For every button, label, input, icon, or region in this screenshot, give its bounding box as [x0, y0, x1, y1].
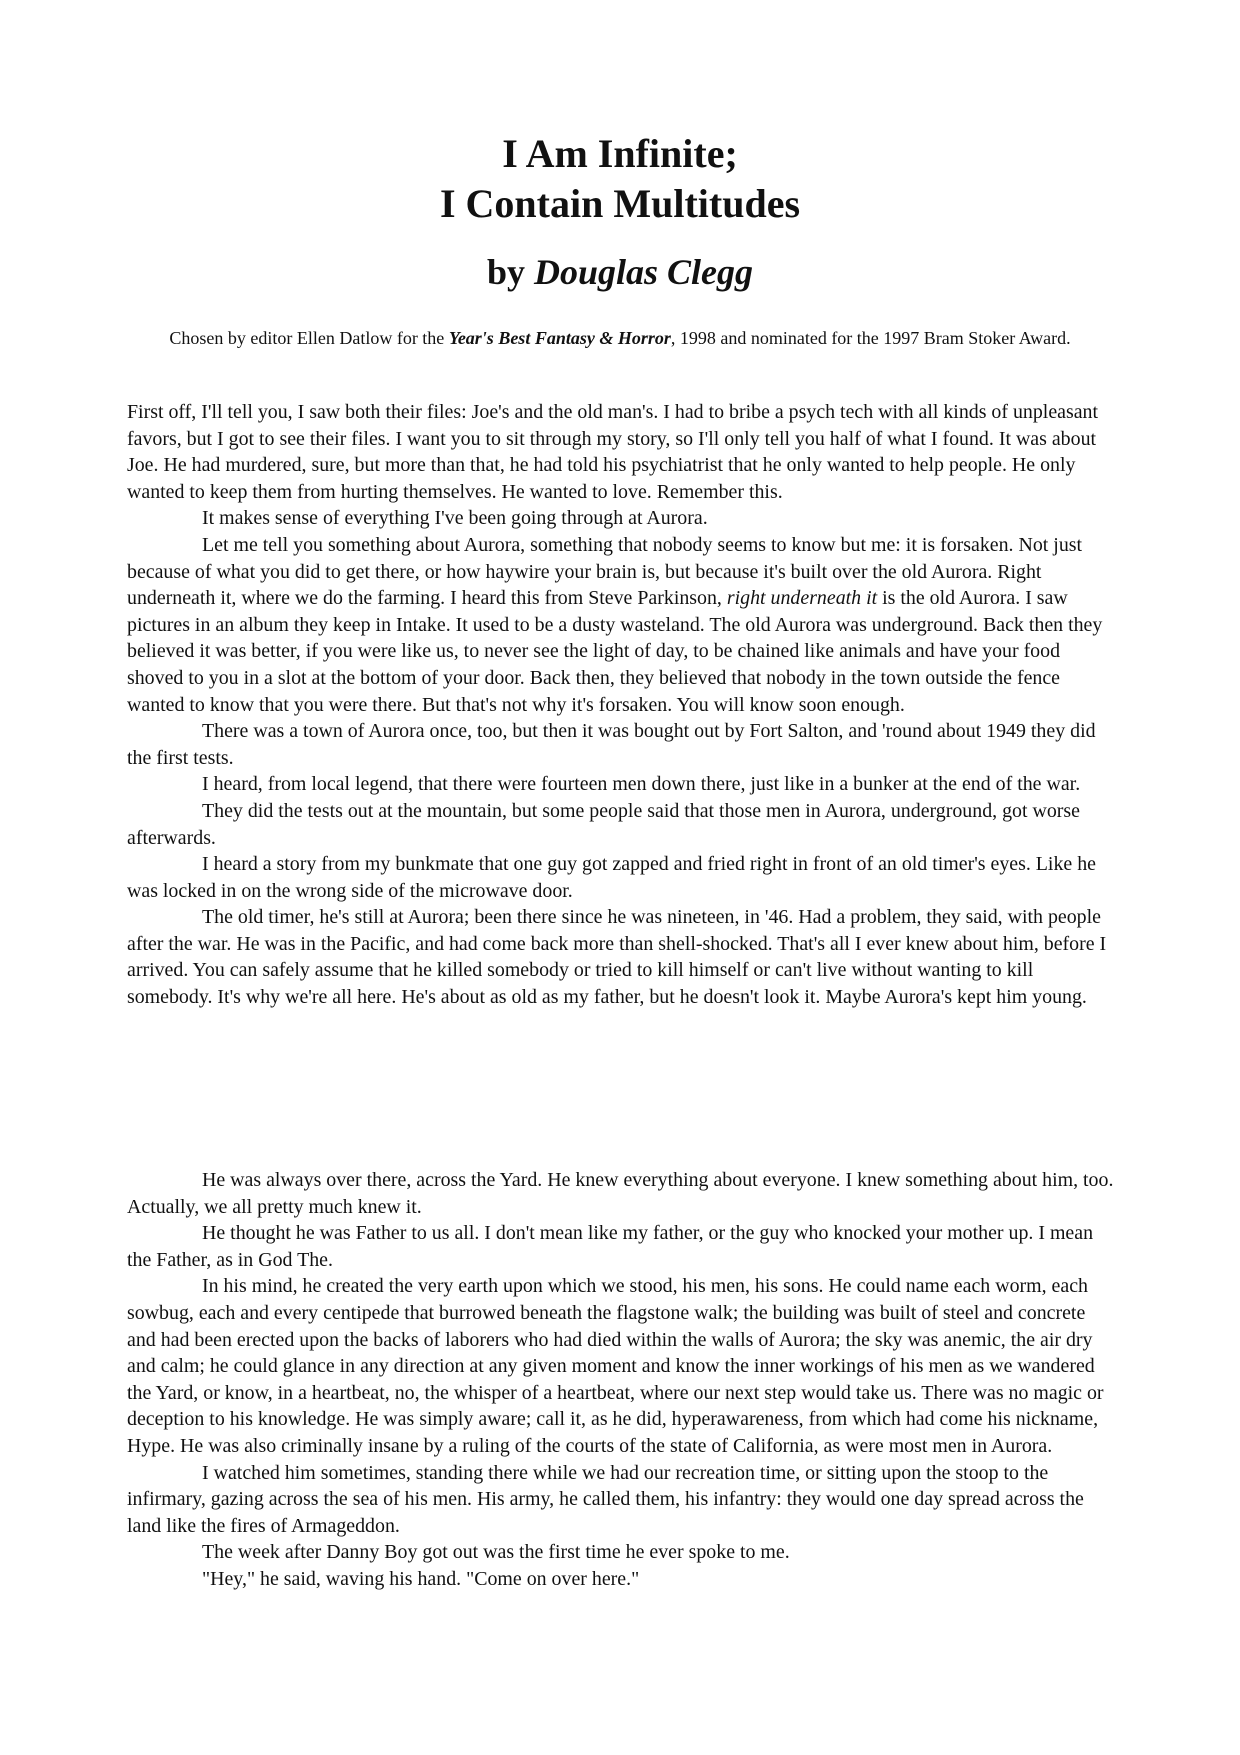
paragraph: There was a town of Aurora once, too, but then it was bought out by Fort Salton, and 'round about 1949 they did the first tests. — [127, 720, 1096, 769]
anthology-title: Year's Best Fantasy & Horror — [448, 328, 671, 348]
emphasis-text: right underneath it — [726, 587, 878, 610]
paragraph: He was always over there, across the Yard. He knew everything about everyone. I knew something about him, too. Actually, we all pretty much knew it. — [127, 1169, 1114, 1218]
paragraph: I heard, from local legend, that there were fourteen men down there, just like in a bunker at the end of the war. — [202, 773, 1081, 796]
paragraph: It makes sense of everything I've been going through at Aurora. — [202, 507, 708, 530]
paragraph: He thought he was Father to us all. I don't mean like my father, or the guy who knocked your mother up. I mean the Father, as in God The. — [127, 1222, 1094, 1271]
paragraph: In his mind, he created the very earth upon which we stood, his men, his sons. He could name each worm, each sowbug, each and every centipede that burrowed beneath the flagstone walk; the building was built of steel and concrete and had been erected upon the backs of laborers who had died within the walls of Aurora; the sky was anemic, the air dry and calm; he could glance in any direction at any given moment and know the inner workings of his men as we wandered the Yard, or know, in a heartbeat, no, the whisper of a heartbeat, where our next step would take us. There was no magic or deception to his knowledge. He was simply aware; call it, as he did, hyperawareness, from which had come his nickname, Hype. He was also criminally insane by a ruling of the courts of the state of California, as were most men in Aurora. — [127, 1275, 1104, 1457]
author-name: Douglas Clegg — [534, 252, 754, 292]
note-before: Chosen by editor Ellen Datlow for the — [169, 328, 449, 348]
story-section-1 — [127, 399, 1117, 1011]
byline — [0, 250, 1240, 294]
story-section-2 — [127, 1167, 1117, 1593]
paragraph: They did the tests out at the mountain, but some people said that those men in Aurora, underground, got worse afterwards. — [127, 799, 1080, 849]
publication-note — [130, 326, 1110, 351]
paragraph: I watched him sometimes, standing there while we had our recreation time, or sitting upon the stoop to the infirmary, gazing across the sea of his men. His army, he called them, his infantry: they would one day spread across the land like the fires of Armageddon. — [127, 1461, 1084, 1537]
paragraph: I heard a story from my bunkmate that one guy got zapped and fried right in front of an old timer's eyes. Like he was locked in on the wrong side of the microwave door. — [127, 853, 1096, 902]
paragraph: The week after Danny Boy got out was the first time he ever spoke to me. — [202, 1541, 790, 1564]
note-after: , 1998 and nominated for the 1997 Bram Stoker Award. — [670, 328, 1071, 348]
paragraph — [127, 532, 1117, 718]
paragraph: The old timer, he's still at Aurora; been there since he was nineteen, in '46. Had a problem, they said, with people after the war. He was in the Pacific, and had come back more than shell-shocked. That's all I ever knew about him, before I arrived. You can safely assume that he killed somebody or tried to kill himself or can't live without wanting to kill somebody. It's why we're all here. He's about as old as my father, but he doesn't look it. Maybe Aurora's kept him young. — [127, 906, 1107, 1009]
paragraph: "Hey," he said, waving his hand. "Come on over here." — [202, 1567, 640, 1590]
title-line-1: I Am Infinite; — [502, 131, 738, 176]
paragraph-text: is the old Aurora. I saw pictures in an album they keep in Intake. It used to be a dusty wasteland. The old Aurora was underground. Back then they believed it was better, if you were like us, to never see the light of day, to be chained like animals and have your food shoved to you in a slot at the bottom of your door. Back then, they believed that nobody in the town outside the fence wanted to know that you were there. But that's not why it's forsaken. You will know soon enough. — [127, 587, 1103, 716]
title-line-2: I Contain Multitudes — [439, 181, 801, 226]
byline-prefix: by — [486, 252, 525, 292]
paragraph: First off, I'll tell you, I saw both their files: Joe's and the old man's. I had to bribe a psych tech with all kinds of unpleasant favors, but I got to see their files. I want you to sit through my story, so I'll only tell you half of what I found. It was about Joe. He had murdered, sure, but more than that, he had told his psychiatrist that he only wanted to help people. He only wanted to keep them from hurting themselves. He wanted to love. Remember this. — [127, 401, 1099, 503]
paragraph-text: Let me tell you something about Aurora, something that nobody seems to know but me: it is forsaken. Not just because of what you did to get there, or how haywire your brain is, but because it's built over the old Aurora. Right underneath it, where we do the farming. I heard this from Steve Parkinson, — [127, 533, 1083, 610]
